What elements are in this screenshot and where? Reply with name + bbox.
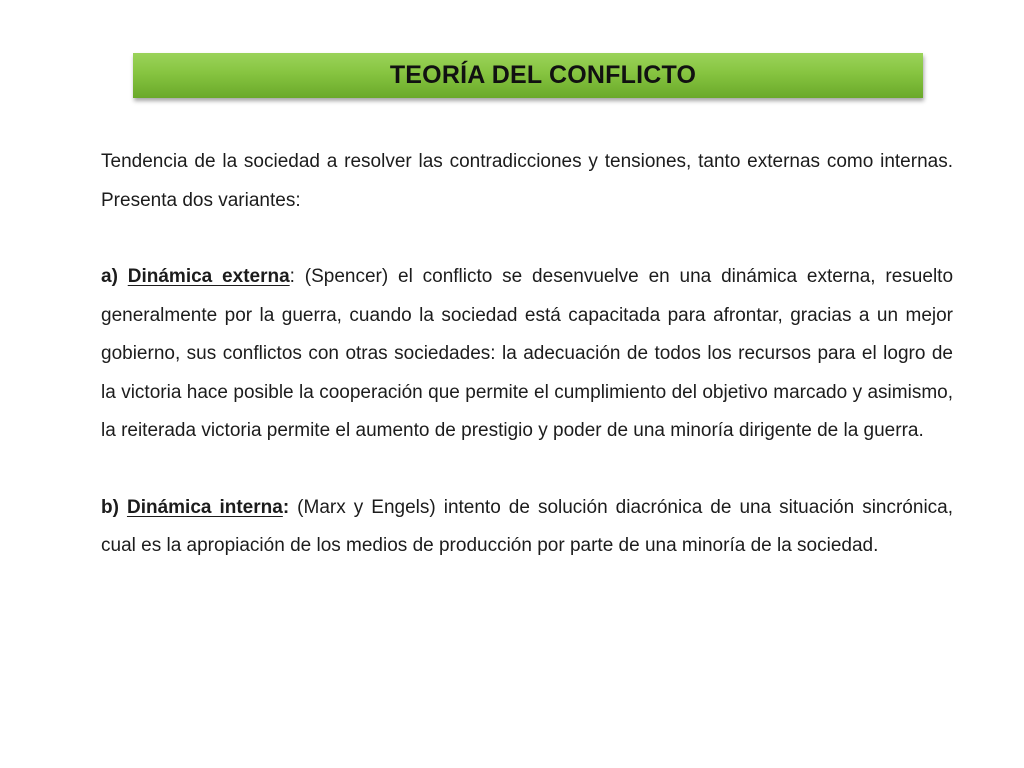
intro-paragraph: Tendencia de la sociedad a resolver las contradicciones y tensiones, tanto externas como internas. Presenta dos variantes:	[101, 151, 953, 211]
variant-a-separator: :	[289, 266, 295, 287]
variant-b-marker: b)	[101, 496, 119, 518]
variant-a-marker: a)	[101, 266, 118, 287]
slide-body	[101, 143, 953, 566]
variant-a-text: (Spencer) el conflicto se desenvuelve en una dinámica externa, resuelto generalmente por la guerra, cuando la sociedad está capacitada para afrontar, gracias a un mejor gobierno, sus conflictos con otras sociedades: la adecuación de todos los recursos para el logro de la victoria hace posible la cooperación que permite el cumplimiento del objetivo marcado y asimismo, la reiterada victoria permite el aumento de prestigio y poder de una minoría dirigente de la guerra.	[101, 266, 954, 441]
variant-a-term: Dinámica externa	[127, 266, 290, 287]
variant-b-text: (Marx y Engels) intento de solución diacrónica de una situación sincrónica, cual es la apropiación de los medios de producción por parte de una minoría de la sociedad.	[101, 496, 954, 556]
variant-b-paragraph	[101, 489, 953, 566]
variant-b-separator: :	[282, 496, 290, 518]
variant-a-paragraph	[101, 258, 953, 451]
title-banner	[133, 53, 923, 98]
variant-b-term: Dinámica interna	[126, 496, 283, 518]
slide-title: TEORÍA DEL CONFLICTO	[389, 61, 697, 89]
